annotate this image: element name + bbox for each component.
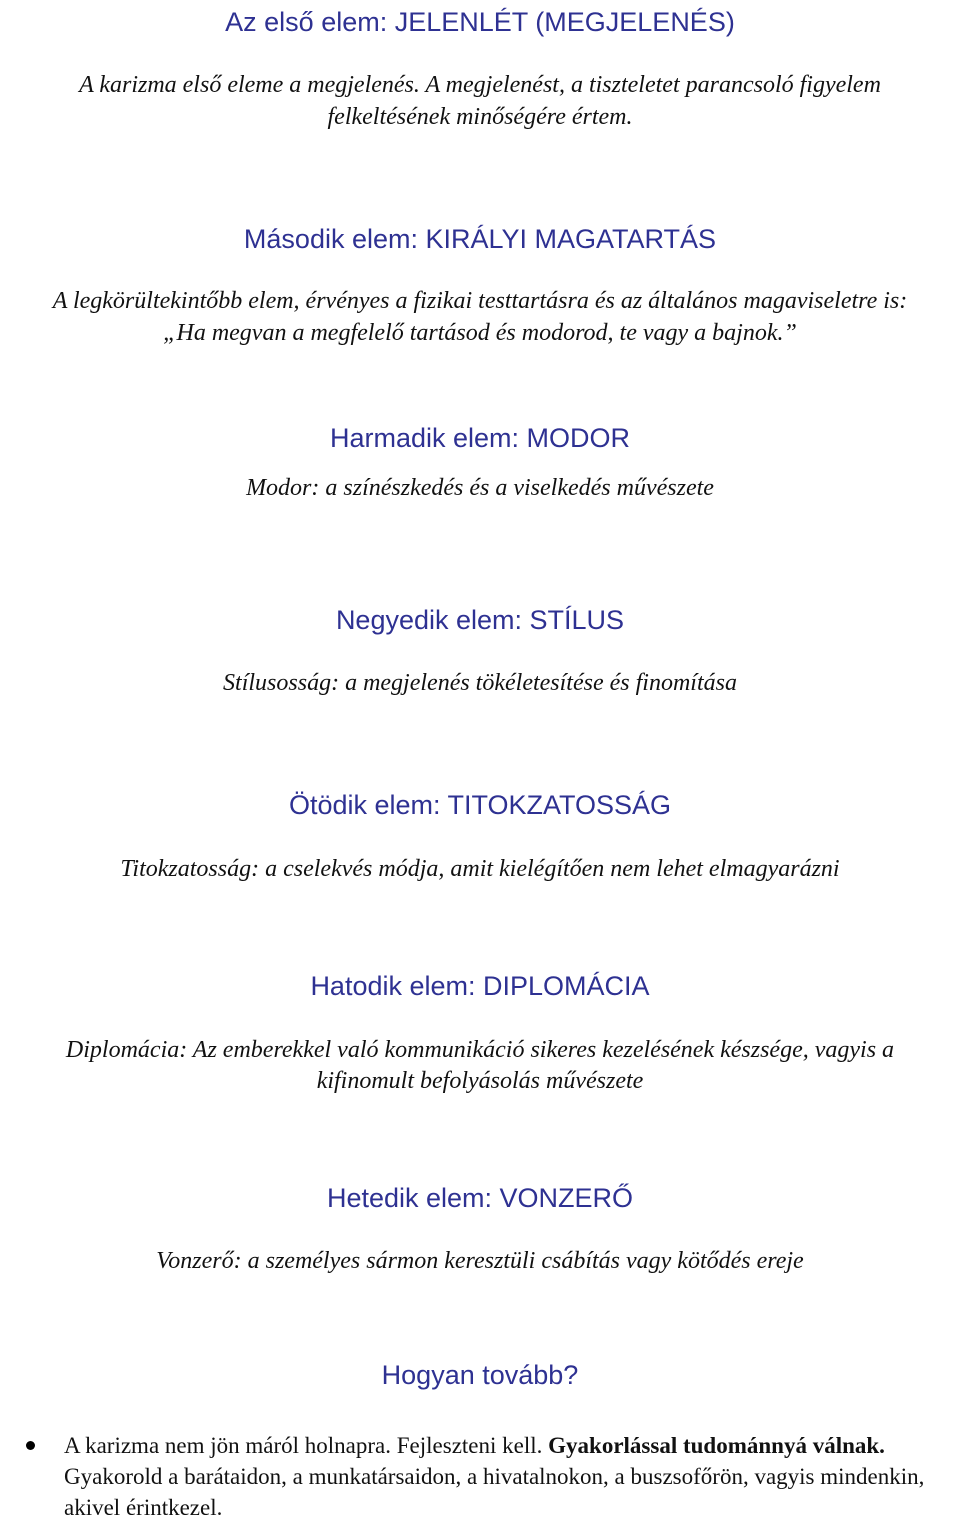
section-1-title: Az első elem: JELENLÉT (MEGJELENÉS) [225, 7, 735, 37]
bullet-text-bold: Gyakorlással tudománnyá válnak. [548, 1433, 885, 1458]
section-3-title: Harmadik elem: MODOR [329, 423, 631, 453]
section-4-text: Stílusosság: a megjelenés tökéletesítése és finomítása [223, 670, 737, 696]
section-1-text-line-2: felkeltésének minőségére értem. [327, 104, 633, 130]
section-7-title: Hetedik elem: VONZERŐ [326, 1183, 634, 1213]
section-6-title: Hatodik elem: DIPLOMÁCIA [310, 971, 650, 1001]
section-8-title: Hogyan tovább? [381, 1360, 579, 1390]
bullet-icon [26, 1441, 35, 1450]
section-2-text-line-1: A legkörültekintőbb elem, érvényes a fizikai testtartásra és az általános magaviseletre is: [52, 288, 908, 314]
section-2-title: Második elem: KIRÁLYI MAGATARTÁS [243, 224, 717, 254]
bullet-text-part-3: Gyakorold a barátaidon, a munkatársaidon, a hivatalnokon, a buszsofőrön, vagyis mindenkin, akivel érintkezel. [64, 1464, 925, 1520]
section-3-text: Modor: a színészkedés és a viselkedés művészete [246, 475, 714, 501]
section-7-text: Vonzerő: a személyes sármon keresztüli csábítás vagy kötődés ereje [156, 1248, 804, 1274]
section-1-text-line-1: A karizma első eleme a megjelenés. A megjelenést, a tiszteletet parancsoló figyelem [79, 72, 881, 98]
section-6-text-line-1: Diplomácia: Az emberekkel való kommunikáció sikeres kezelésének készsége, vagyis a [65, 1037, 895, 1063]
section-6-text-line-2: kifinomult befolyásolás művészete [316, 1068, 644, 1094]
section-4-title: Negyedik elem: STÍLUS [335, 605, 625, 635]
bullet-text-part-1: A karizma nem jön máról holnapra. Fejleszteni kell. [64, 1433, 549, 1458]
section-5-title: Ötödik elem: TITOKZATOSSÁG [288, 790, 672, 820]
section-5-text: Titokzatosság: a cselekvés módja, amit kielégítően nem lehet elmagyarázni [120, 856, 840, 882]
section-2-quote: „Ha megvan a megfelelő tartásod és modorod, te vagy a bajnok.” [163, 320, 797, 346]
bullet-paragraph [64, 1430, 944, 1523]
